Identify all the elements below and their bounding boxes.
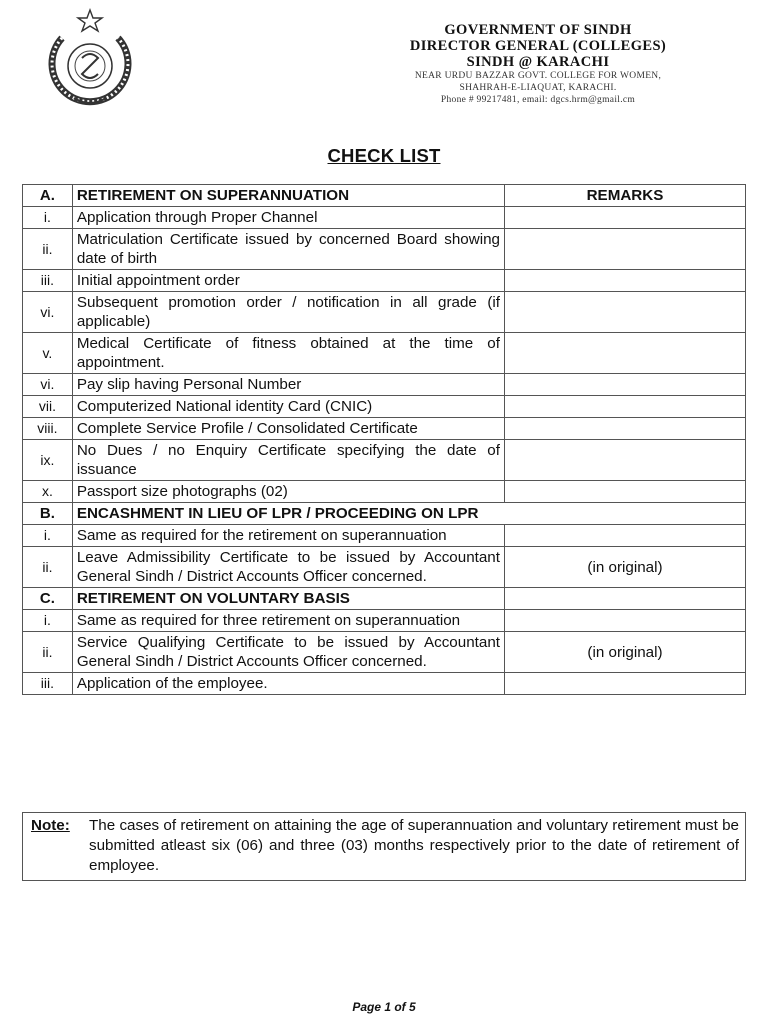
item-number: ii. — [23, 632, 73, 673]
note-label: Note: — [31, 817, 70, 834]
table-row — [23, 610, 746, 632]
item-text: Application of the employee. — [72, 673, 504, 695]
item-text: Complete Service Profile / Consolidated Certificate — [72, 418, 504, 440]
item-number: i. — [23, 525, 73, 547]
item-remark — [504, 207, 745, 229]
item-remark — [504, 374, 745, 396]
item-remark — [504, 229, 745, 270]
table-row — [23, 440, 746, 481]
table-row — [23, 525, 746, 547]
item-text: Matriculation Certificate issued by concerned Board showing date of birth — [72, 229, 504, 270]
table-row — [23, 292, 746, 333]
item-text: Computerized National identity Card (CNIC) — [72, 396, 504, 418]
item-remark — [504, 610, 745, 632]
item-remark — [504, 673, 745, 695]
item-number: i. — [23, 610, 73, 632]
item-text: Subsequent promotion order / notification in all grade (if applicable) — [72, 292, 504, 333]
checklist-table — [22, 184, 746, 695]
item-text: Leave Admissibility Certificate to be issued by Accountant General Sindh / District Accounts Officer concerned. — [72, 547, 504, 588]
note-text: The cases of retirement on attaining the age of superannuation and voluntary retirement must be submitted atleast six (06) and three (03) months respectively prior to the date of retirement of employee. — [89, 817, 739, 874]
item-number: i. — [23, 207, 73, 229]
letterhead-address-1: NEAR URDU BAZZAR GOVT. COLLEGE FOR WOMEN, — [414, 71, 662, 81]
section-header-remark — [504, 588, 745, 610]
item-text: Service Qualifying Certificate to be issued by Accountant General Sindh / District Accounts Officer concerned. — [72, 632, 504, 673]
item-text: Same as required for the retirement on superannuation — [72, 525, 504, 547]
item-remark — [504, 270, 745, 292]
table-row — [23, 396, 746, 418]
section-heading: RETIREMENT ON SUPERANNUATION — [72, 185, 504, 207]
item-remark — [504, 396, 745, 418]
item-number: ii. — [23, 547, 73, 588]
item-remark: (in original) — [504, 547, 745, 588]
item-number: viii. — [23, 418, 73, 440]
letterhead — [348, 22, 728, 106]
item-number: ix. — [23, 440, 73, 481]
section-heading: RETIREMENT ON VOLUNTARY BASIS — [72, 588, 504, 610]
letterhead-government: GOVERNMENT OF SINDH — [444, 22, 632, 38]
letterhead-directorate: DIRECTOR GENERAL (COLLEGES) — [409, 38, 667, 54]
item-text: Medical Certificate of fitness obtained at the time of appointment. — [72, 333, 504, 374]
page-number: Page 1 of 5 — [352, 1000, 416, 1014]
note-box — [22, 812, 746, 881]
item-remark — [504, 292, 745, 333]
item-text: Application through Proper Channel — [72, 207, 504, 229]
table-row — [23, 374, 746, 396]
government-seal-logo — [44, 8, 136, 112]
table-row — [23, 632, 746, 673]
section-header-c — [23, 588, 746, 610]
letterhead-contact: Phone # 99217481, email: dgcs.hrm@gmail.cm — [440, 95, 636, 105]
item-text: No Dues / no Enquiry Certificate specifying the date of issuance — [72, 440, 504, 481]
section-letter: A. — [23, 185, 73, 207]
letterhead-address-2: SHAHRAH-E-LIAQUAT, KARACHI. — [459, 83, 617, 93]
section-header-b — [23, 503, 746, 525]
item-number: vi. — [23, 374, 73, 396]
page-title: CHECK LIST — [327, 145, 441, 166]
item-number: x. — [23, 481, 73, 503]
item-remark — [504, 440, 745, 481]
table-row — [23, 481, 746, 503]
item-remark: (in original) — [504, 632, 745, 673]
section-letter: C. — [23, 588, 73, 610]
item-text: Passport size photographs (02) — [72, 481, 504, 503]
table-row — [23, 229, 746, 270]
item-number: iii. — [23, 270, 73, 292]
section-letter: B. — [23, 503, 73, 525]
item-text: Same as required for three retirement on superannuation — [72, 610, 504, 632]
table-row — [23, 418, 746, 440]
item-remark — [504, 481, 745, 503]
table-row — [23, 547, 746, 588]
table-row — [23, 270, 746, 292]
remarks-column-header: REMARKS — [504, 185, 745, 207]
table-row — [23, 333, 746, 374]
table-row — [23, 673, 746, 695]
item-number: v. — [23, 333, 73, 374]
section-heading: ENCASHMENT IN LIEU OF LPR / PROCEEDING ON LPR — [72, 503, 745, 525]
table-row — [23, 207, 746, 229]
item-number: ii. — [23, 229, 73, 270]
letterhead-location: SINDH @ KARACHI — [466, 54, 610, 70]
item-number: vi. — [23, 292, 73, 333]
item-number: vii. — [23, 396, 73, 418]
item-remark — [504, 418, 745, 440]
item-remark — [504, 525, 745, 547]
item-text: Pay slip having Personal Number — [72, 374, 504, 396]
item-number: iii. — [23, 673, 73, 695]
item-text: Initial appointment order — [72, 270, 504, 292]
item-remark — [504, 333, 745, 374]
section-header-a — [23, 185, 746, 207]
